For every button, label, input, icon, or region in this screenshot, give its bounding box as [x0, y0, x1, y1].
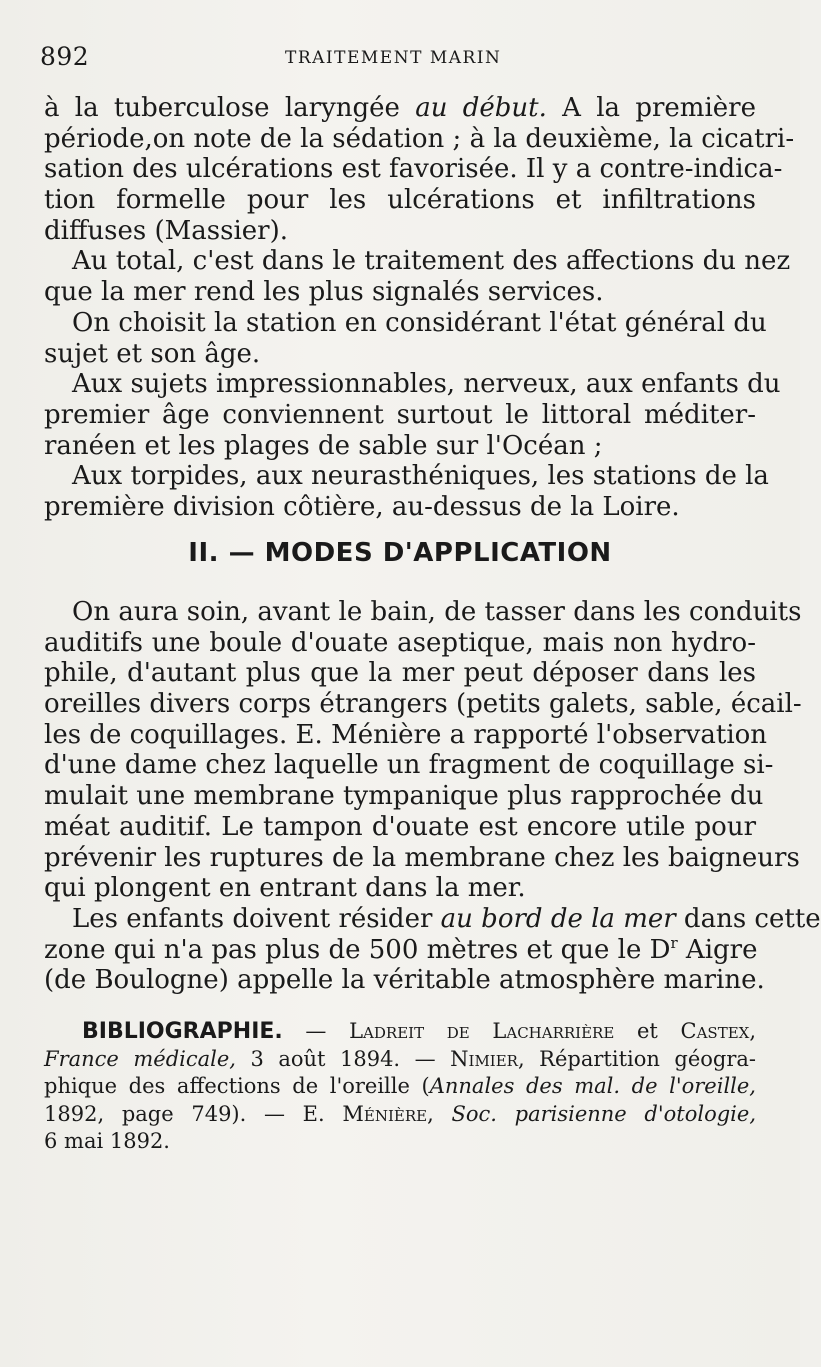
- text-line: d'une dame chez laquelle un fragment de coquillage si-: [44, 750, 774, 781]
- bibliography-line: BIBLIOGRAPHIE. — Ladreit de Lacharrière et Castex,: [82, 1019, 757, 1044]
- text-line: zone qui n'a pas plus de 500 mètres et que le $D^r$ Aigre: [44, 933, 758, 965]
- page-header: [40, 42, 755, 82]
- text-line: les de coquillages. E. Ménière a rapporté l'observation: [44, 719, 768, 750]
- page-number: 892: [40, 42, 90, 71]
- text-line: que la mer rend les plus signalés services.: [44, 277, 604, 308]
- body-text-section-2: [44, 597, 821, 996]
- text-line: (de Boulogne) appelle la véritable atmosphère marine.: [44, 965, 765, 996]
- text-line: qui plongent en entrant dans la mer.: [44, 873, 526, 904]
- text-line: mulait une membrane tympanique plus rapprochée du: [44, 781, 764, 812]
- paragraph-start: Les enfants doivent résider au bord de la mer dans cette: [72, 903, 821, 934]
- paragraph-start: On aura soin, avant le bain, de tasser dans les conduits: [72, 597, 802, 627]
- paragraph-start: Aux sujets impressionnables, nerveux, aux enfants du: [72, 369, 781, 400]
- text-line: première division côtière, au-dessus de la Loire.: [44, 491, 680, 522]
- bibliography-line: France médicale, 3 août 1894. — Nimier, Répartition géogra-: [44, 1046, 757, 1071]
- bibliography-label: BIBLIOGRAPHIE.: [82, 1019, 283, 1044]
- text-line: sation des ulcérations est favorisée. Il y a contre-indica-: [44, 154, 783, 185]
- text-line: prévenir les ruptures de la membrane chez les baigneurs: [44, 842, 800, 873]
- text-line: tion formelle pour les ulcérations et infiltrations: [44, 185, 756, 216]
- text-line: sujet et son âge.: [44, 338, 261, 369]
- bibliography-line: phique des affections de l'oreille (Annales des mal. de l'oreille,: [44, 1074, 756, 1098]
- running-title: TRAITEMENT MARIN: [285, 48, 502, 68]
- bibliography-line: 6 mai 1892.: [44, 1129, 170, 1153]
- text-line: oreilles divers corps étrangers (petits galets, sable, écail-: [44, 689, 802, 720]
- text-line: auditifs une boule d'ouate aseptique, mais non hydro-: [44, 627, 756, 658]
- paragraph-start: Aux torpides, aux neurasthéniques, les stations de la: [72, 461, 769, 492]
- paragraph-start: On choisit la station en considérant l'état général du: [72, 307, 767, 338]
- body-text-section-1: [44, 93, 795, 523]
- text-line: méat auditif. Le tampon d'ouate est encore utile pour: [44, 811, 756, 842]
- bibliography: [44, 1018, 756, 1156]
- text-line: ranéen et les plages de sable sur l'Océan ;: [44, 430, 603, 461]
- section-heading: II. — MODES D'APPLICATION: [188, 538, 612, 568]
- text-line: période,on note de la sédation ; à la deuxième, la cicatri-: [44, 123, 795, 154]
- bibliography-line: 1892, page 749). — E. Ménière, Soc. parisienne d'otologie,: [44, 1101, 756, 1126]
- text-line: diffuses (Massier).: [44, 215, 289, 246]
- paragraph-start: Au total, c'est dans le traitement des affections du nez: [72, 246, 791, 277]
- text-line: premier âge conviennent surtout le littoral méditer-: [44, 399, 756, 430]
- text-line: phile, d'autant plus que la mer peut déposer dans les: [44, 658, 756, 689]
- text-line: à la tuberculose laryngée au début. A la première: [44, 93, 756, 123]
